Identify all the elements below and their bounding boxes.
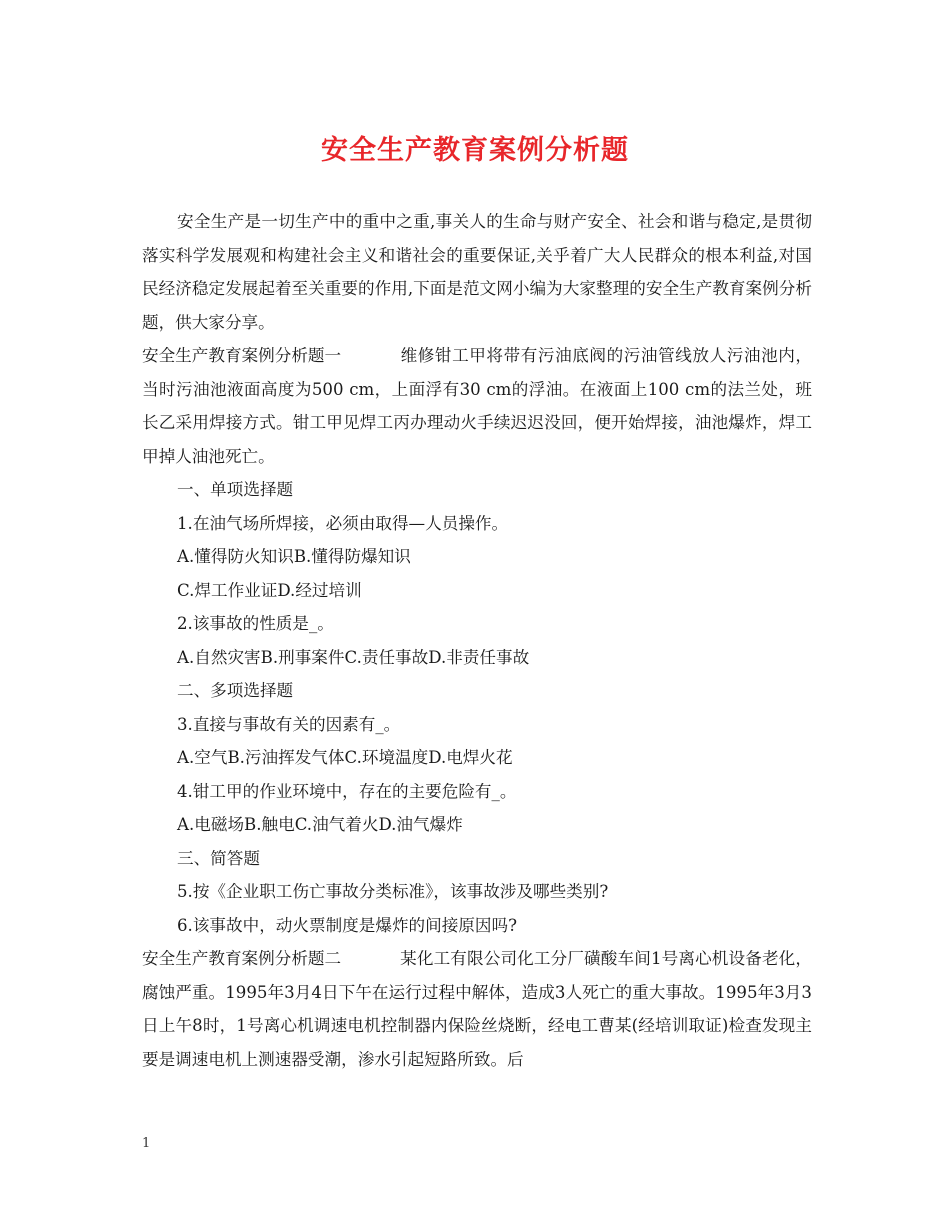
question-2: 2.该事故的性质是_。 <box>177 614 334 633</box>
question-2-options: A.自然灾害B.刑事案件C.责任事故D.非责任事故 <box>177 647 530 667</box>
section-heading-short-answer: 三、简答题 <box>177 848 260 868</box>
question-4-options: A.电磁场B.触电C.油气着火D.油气爆炸 <box>177 815 463 834</box>
question-5: 5.按《企业职工伤亡事故分类标准》，该事故涉及哪些类别? <box>177 882 609 901</box>
case1-text: 维修钳工甲将带有污油底阀的污油管线放人污油池内，当时污油池液面高度为500 cm，上面浮有30 cm的浮油。在液面上100 cm的法兰处，班长乙采用焊接方式。钳工甲见焊工丙办理动火手续迟迟没回，便开始焊接，油池爆炸，焊工甲掉人油池死亡。 <box>142 346 812 466</box>
intro-paragraph: 安全生产是一切生产中的重中之重,事关人的生命与财产安全、社会和谐与稳定,是贯彻落实科学发展观和构建社会主义和谐社会的重要保证,关乎着广大人民群众的根本利益,对国民经济稳定发展起着至关重要的作用,下面是范文网小编为大家整理的安全生产教育案例分析题，供大家分享。 <box>142 212 812 332</box>
question-4: 4.钳工甲的作业环境中，存在的主要危险有_。 <box>177 781 517 801</box>
question-1-options-cd: C.焊工作业证D.经过培训 <box>177 580 362 600</box>
case1-heading: 安全生产教育案例分析题一 <box>142 346 342 365</box>
document-body <box>142 205 812 1076</box>
section-heading-single-choice: 一、单项选择题 <box>177 480 294 499</box>
question-3-options: A.空气B.污油挥发气体C.环境温度D.电焊火花 <box>177 748 513 767</box>
section-heading-multiple-choice: 二、多项选择题 <box>177 681 294 700</box>
document-title: 安全生产教育案例分析题 <box>321 135 629 166</box>
question-3: 3.直接与事故有关的因素有_。 <box>177 714 401 734</box>
question-1: 1.在油气场所焊接，必须由取得—人员操作。 <box>177 513 509 533</box>
question-6: 6.该事故中，动火票制度是爆炸的间接原因吗? <box>177 915 518 935</box>
case2-text: 某化工有限公司化工分厂磺酸车间1号离心机设备老化，腐蚀严重。1995年3月4日下午在运行过程中解体，造成3人死亡的重大事故。1995年3月3日上午8时，1号离心机调速电机控制器内保险丝烧断，经电工曹某(经培训取证)检查发现主要是调速电机上测速器受潮，渗水引起短路所致。后 <box>142 949 812 1069</box>
case1-paragraph <box>142 339 812 473</box>
question-1-options-ab: A.懂得防火知识B.懂得防爆知识 <box>177 547 411 566</box>
case2-heading: 安全生产教育案例分析题二 <box>142 949 342 968</box>
case2-paragraph <box>142 942 812 1076</box>
page-number: 1 <box>142 1136 151 1151</box>
